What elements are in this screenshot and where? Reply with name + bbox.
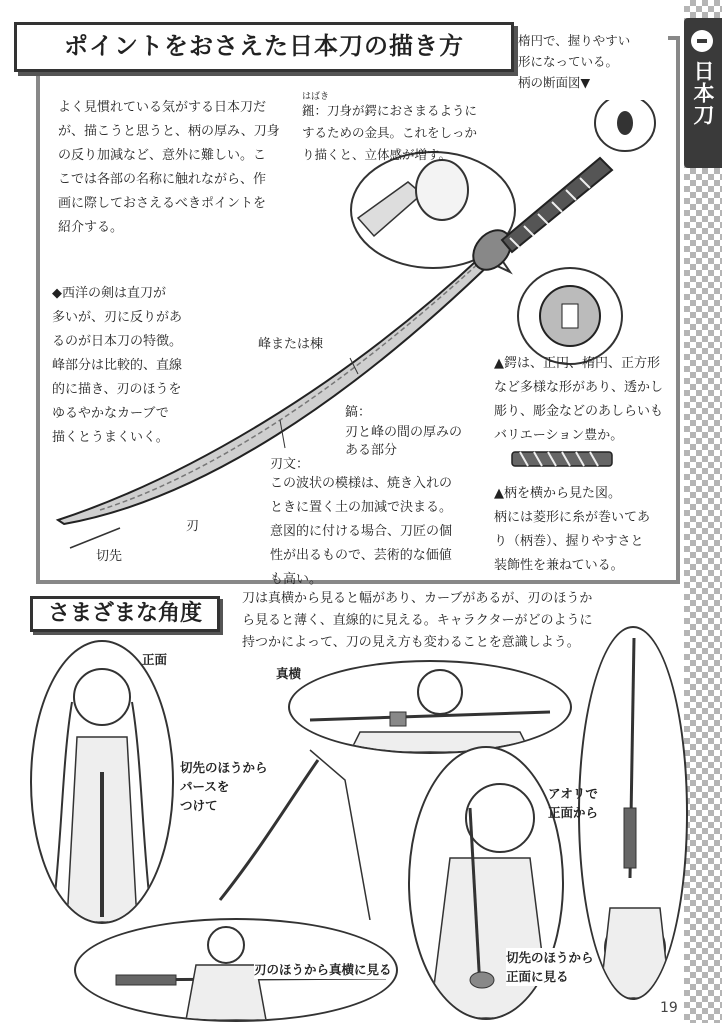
- western-line: 多いが、刃に反りがあ: [52, 310, 183, 325]
- caption-line: つけて: [180, 798, 218, 813]
- intro-line: の反り加減など、意外に難しい。こ: [58, 148, 267, 163]
- ha-label: 刃: [186, 519, 200, 534]
- intro-line: 紹介する。: [58, 220, 124, 235]
- shape-note: [518, 30, 668, 100]
- tsuka: [502, 158, 612, 252]
- caption-line: 正面に見る: [506, 969, 569, 984]
- caption-line: 正面から: [548, 805, 599, 820]
- tsuka-line: ▲柄を横から見た図。: [494, 486, 621, 501]
- habaki-note: [302, 100, 502, 166]
- caption-aori: [548, 784, 598, 822]
- angles-title: さまざまな角度: [30, 596, 220, 632]
- intro-line: 画に際しておさえるべきポイントを: [58, 196, 267, 211]
- tsuba-line: など多様な形があり、透かし: [494, 380, 664, 395]
- side-view-figure: [290, 662, 570, 752]
- angles-desc-line: 刀は真横から見ると幅があり、カーブがあるが、刃のほうか: [242, 591, 593, 606]
- caption-tip-perspective: [180, 758, 268, 815]
- western-line: 的に描き、刃のほうを: [52, 382, 182, 397]
- chapter-number-bar: [697, 39, 707, 43]
- tsuka-note: [494, 482, 684, 578]
- intro-text: [58, 96, 298, 240]
- tsuka-line: 装飾性を兼ねている。: [494, 558, 624, 573]
- front-view-panel: [30, 640, 174, 924]
- shinogi-label: 鎬：: [345, 405, 372, 420]
- page-number: 19: [660, 1000, 678, 1016]
- hamon-line: この波状の模様は、焼き入れの: [270, 476, 453, 491]
- tsuba-line: ▲鍔は、正円、楕円、正方形: [494, 356, 660, 371]
- shinogi-line: 刃と峰の間の厚みの: [345, 425, 463, 440]
- page-title: ポイントをおさえた日本刀の描き方: [64, 32, 464, 60]
- shape-note-line: 形になっている。: [518, 54, 619, 69]
- kissaki-label: 切先: [96, 549, 123, 564]
- habaki-line: り描くと、立体感が増す。: [302, 147, 452, 162]
- caption-line: パースを: [180, 779, 230, 794]
- hamon-label: 刃文：: [270, 457, 310, 472]
- mune-label: 峰または棟: [258, 337, 324, 352]
- habaki-ruby: はばき: [302, 92, 330, 102]
- western-sword-note: [52, 282, 222, 450]
- shape-note-line: 楕円で、握りやすい: [518, 33, 631, 48]
- caption-edge-side: 刃のほうから真横に見る: [254, 962, 392, 977]
- hamon-line: ときに置く土の加減で決まる。: [270, 500, 453, 515]
- caption-line: 切先のほうから: [180, 760, 268, 775]
- angles-desc-line: 持つかによって、刀の見え方も変わることを意識しよう。: [242, 635, 580, 650]
- tsuba-line: バリエーション豊か。: [494, 428, 624, 443]
- hamon-desc: [270, 472, 500, 592]
- shape-note-line: 柄の断面図▼: [518, 75, 591, 90]
- intro-line: が、描こうと思うと、柄の厚み、刀身: [58, 124, 280, 139]
- shinogi-desc: [345, 424, 485, 460]
- western-line: 描くとうまくいく。: [52, 430, 169, 445]
- western-line: ◆西洋の剣は直刀が: [52, 286, 166, 301]
- caption-tip-front: [506, 948, 594, 986]
- caption-line: 切先のほうから: [506, 950, 594, 965]
- chapter-label: 日本刀: [691, 60, 715, 126]
- western-line: ゆるやかなカーブで: [52, 406, 169, 421]
- hamon-line: も高い。: [270, 572, 323, 587]
- tsuka-line: 柄には菱形に糸が巻いてあ: [494, 510, 651, 525]
- intro-line: こでは各部の名称に触れながら、作: [58, 172, 267, 187]
- shinogi-line: ある部分: [345, 443, 398, 458]
- tsuka-line: り（柄巻）、握りやすさと: [494, 534, 644, 549]
- intro-line: よく見慣れている気がする日本刀だ: [58, 100, 267, 115]
- habaki-line: 鎺：刀身が鍔におさまるように: [302, 103, 478, 118]
- caption-side: 真横: [276, 666, 302, 681]
- tsuba-line: 彫り、彫金などのあしらいも: [494, 404, 664, 419]
- angles-desc-line: ら見ると薄く、直線的に見える。キャラクターがどのように: [242, 613, 593, 628]
- tsuba-note: [494, 352, 684, 448]
- tsuka-section: [617, 111, 633, 135]
- hamon-line: 性が出るもので、芸術的な価値: [270, 548, 452, 563]
- caption-front: 正面: [142, 652, 168, 667]
- western-line: 峰部分は比較的、直線: [52, 358, 183, 373]
- western-line: るのが日本刀の特徴。: [52, 334, 183, 349]
- caption-line: アオリで: [548, 786, 598, 801]
- hamon-line: 意図的に付ける場合、刀匠の個: [270, 524, 453, 539]
- habaki-line: するための金具。これをしっか: [302, 125, 478, 140]
- front-view-figure: [32, 642, 172, 922]
